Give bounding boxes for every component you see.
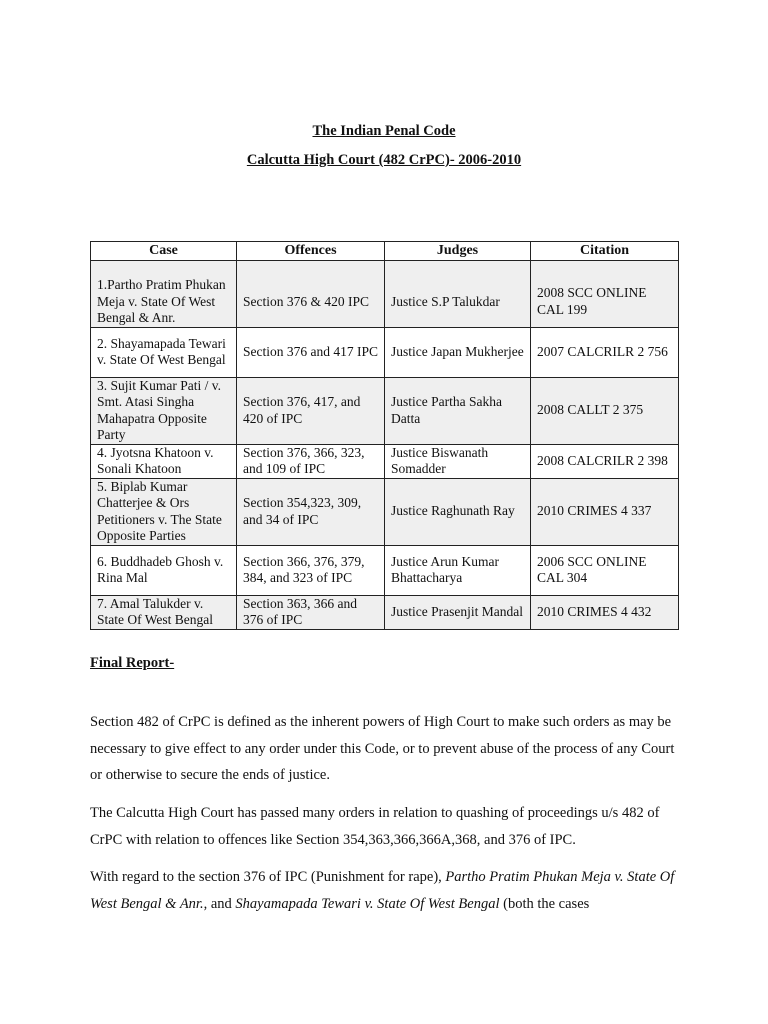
paragraph-text: , and <box>203 895 236 912</box>
cell-case: 2. Shayamapada Tewari v. State Of West Bengal <box>91 327 237 377</box>
paragraph-section-376 <box>90 864 690 917</box>
cell-case: 4. Jyotsna Khatoon v. Sonali Khatoon <box>91 444 237 478</box>
table-row <box>91 478 679 545</box>
paragraph-orders: The Calcutta High Court has passed many orders in relation to quashing of proceedings u/s 482 of CrPC with relation to offences like Section 354,363,366,366A,368, and 376 of IPC. <box>90 805 660 848</box>
cell-offences: Section 376, 417, and 420 of IPC <box>237 377 385 444</box>
table-row <box>91 261 679 328</box>
cell-citation: 2007 CALCRILR 2 756 <box>531 327 679 377</box>
header-offences: Offences <box>237 242 385 261</box>
cell-case: 1.Partho Pratim Phukan Meja v. State Of West Bengal & Anr. <box>91 261 237 328</box>
cell-offences: Section 363, 366 and 376 of IPC <box>237 595 385 629</box>
table-row <box>91 444 679 478</box>
document-subtitle: Calcutta High Court (482 CrPC)- 2006-2010 <box>246 152 522 168</box>
table-row <box>91 545 679 595</box>
case-name: Shayamapada Tewari v. State Of West Bengal <box>235 895 500 912</box>
paragraph-text: (both the cases <box>499 895 590 912</box>
cell-citation: 2010 CRIMES 4 337 <box>531 478 679 545</box>
header-judges: Judges <box>385 242 531 261</box>
cell-citation: 2010 CRIMES 4 432 <box>531 595 679 629</box>
case-name: Partho Pratim Phukan Meja v. State Of West Bengal & Anr. <box>90 869 675 912</box>
cell-judges: Justice Biswanath Somadder <box>385 444 531 478</box>
cell-case: 7. Amal Talukder v. State Of West Bengal <box>91 595 237 629</box>
cell-offences: Section 376 and 417 IPC <box>237 327 385 377</box>
table-row <box>91 595 679 629</box>
table-header-row <box>91 242 679 261</box>
cell-judges: Justice Raghunath Ray <box>385 478 531 545</box>
cell-citation: 2008 CALCRILR 2 398 <box>531 444 679 478</box>
cell-offences: Section 376 & 420 IPC <box>237 261 385 328</box>
cell-citation: 2008 CALLT 2 375 <box>531 377 679 444</box>
header-case: Case <box>91 242 237 261</box>
final-report-heading: Final Report- <box>90 655 175 671</box>
table-row <box>91 327 679 377</box>
cell-judges: Justice S.P Talukdar <box>385 261 531 328</box>
cases-table <box>90 241 679 630</box>
cell-judges: Justice Prasenjit Mandal <box>385 595 531 629</box>
cell-case: 6. Buddhadeb Ghosh v. Rina Mal <box>91 545 237 595</box>
cell-case: 3. Sujit Kumar Pati / v. Smt. Atasi Singha Mahapatra Opposite Party <box>91 377 237 444</box>
document-title: The Indian Penal Code <box>312 123 456 139</box>
cell-case: 5. Biplab Kumar Chatterjee & Ors Petitioners v. The State Opposite Parties <box>91 478 237 545</box>
cell-citation: 2008 SCC ONLINE CAL 199 <box>531 261 679 328</box>
cell-offences: Section 354,323, 309, and 34 of IPC <box>237 478 385 545</box>
header-citation: Citation <box>531 242 679 261</box>
paragraph-text: With regard to the section 376 of IPC (Punishment for rape), <box>90 869 446 885</box>
cell-judges: Justice Arun Kumar Bhattacharya <box>385 545 531 595</box>
cell-offences: Section 376, 366, 323, and 109 of IPC <box>237 444 385 478</box>
cell-citation: 2006 SCC ONLINE CAL 304 <box>531 545 679 595</box>
paragraph-section-482: Section 482 of CrPC is defined as the inherent powers of High Court to make such orders as may be necessary to give effect to any order under this Code, or to prevent abuse of the process of any Court or otherwise to secure the ends of justice. <box>90 714 675 783</box>
cell-offences: Section 366, 376, 379, 384, and 323 of IPC <box>237 545 385 595</box>
cell-judges: Justice Japan Mukherjee <box>385 327 531 377</box>
cell-judges: Justice Partha Sakha Datta <box>385 377 531 444</box>
table-row <box>91 377 679 444</box>
